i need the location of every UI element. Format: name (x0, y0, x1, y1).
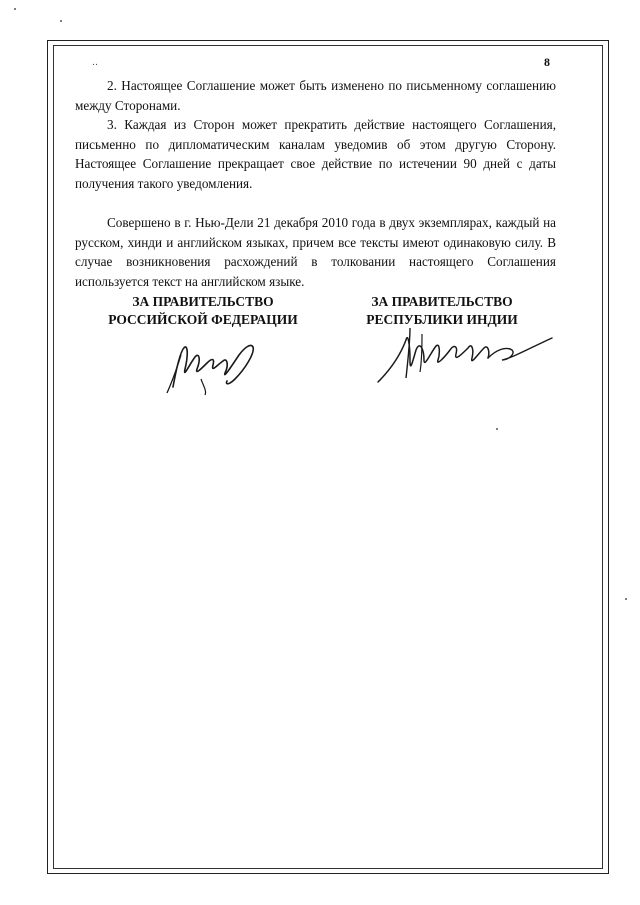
signatory-india-line1: ЗА ПРАВИТЕЛЬСТВО (371, 294, 513, 309)
paragraph-done-at: Совершено в г. Нью-Дели 21 декабря 2010 года в двух экземплярах, каждый на русском, хинди и английском языках, причем все тексты имеют одинаковую силу. В случае возникновения расхождений в толковании настоящего Соглашения используется текст на английском языке. (75, 215, 556, 289)
scan-speck (60, 20, 62, 22)
scan-speck (496, 428, 498, 430)
corner-mark: ‥ (92, 57, 99, 67)
signatory-russia (88, 293, 318, 329)
page-number: 8 (544, 55, 550, 69)
scan-speck (625, 598, 627, 600)
signatory-russia-line2: РОССИЙСКОЙ ФЕДЕРАЦИИ (108, 312, 298, 327)
scan-speck (14, 8, 16, 10)
signatory-india-line2: РЕСПУБЛИКИ ИНДИИ (366, 312, 518, 327)
paragraph-3: 3. Каждая из Сторон может прекратить действие настоящего Соглашения, письменно по дипломатическим каналам уведомив об этом другую Сторону. Настоящее Соглашение прекращает свое действие по истечении 90 дней с даты получения такого уведомления. (75, 117, 556, 191)
signature-russia (155, 335, 265, 400)
signatory-russia-line1: ЗА ПРАВИТЕЛЬСТВО (132, 294, 274, 309)
signature-india (370, 320, 560, 390)
paragraph-2: 2. Настоящее Соглашение может быть изменено по письменному соглашению между Сторонами. (75, 78, 556, 113)
body-text (75, 76, 556, 291)
